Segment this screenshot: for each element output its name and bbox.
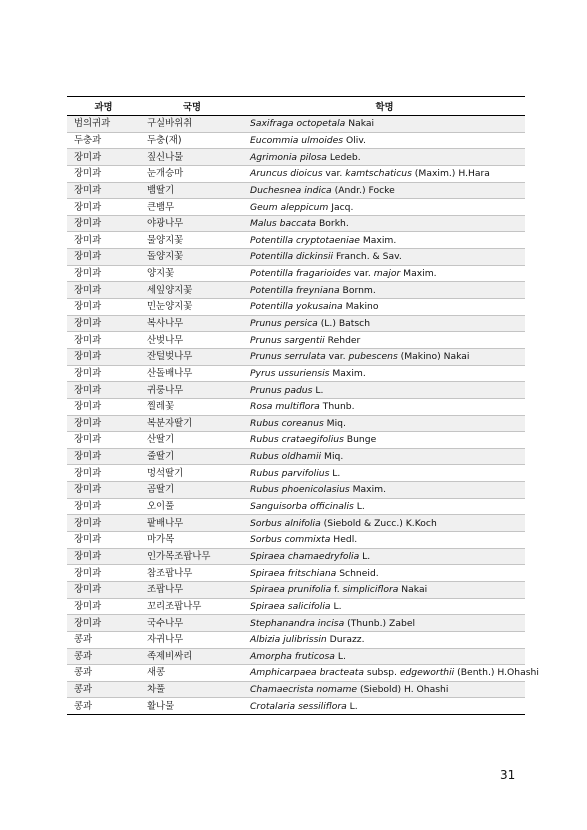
korean-name-cell: 차풀 bbox=[140, 681, 244, 698]
scientific-name-author: Maxim. bbox=[349, 484, 387, 496]
scientific-name-cell bbox=[244, 598, 525, 615]
korean-name-cell: 구실바위취 bbox=[140, 116, 244, 133]
korean-name-cell: 잔털벚나무 bbox=[140, 348, 244, 365]
scientific-name-italic: Prunus sargentii bbox=[250, 334, 325, 346]
korean-name-cell: 곰딸기 bbox=[140, 482, 244, 499]
scientific-name-cell bbox=[244, 498, 525, 515]
scientific-name-cell bbox=[244, 648, 525, 665]
scientific-name-italic: Spiraea fritschiana bbox=[250, 567, 337, 579]
table-row bbox=[67, 165, 525, 182]
family-cell: 장미과 bbox=[67, 348, 140, 365]
scientific-name-author: Franch. & Sav. bbox=[333, 251, 402, 263]
family-cell: 장미과 bbox=[67, 249, 140, 266]
family-cell: 장미과 bbox=[67, 532, 140, 549]
family-cell: 장미과 bbox=[67, 615, 140, 632]
family-cell: 장미과 bbox=[67, 315, 140, 332]
header-korean-name: 국명 bbox=[140, 97, 244, 116]
table-row bbox=[67, 232, 525, 249]
family-cell: 장미과 bbox=[67, 382, 140, 399]
scientific-name-italic: Spiraea prunifolia bbox=[250, 584, 332, 596]
table-row bbox=[67, 681, 525, 698]
scientific-name-italic: Spiraea salicifolia bbox=[250, 600, 331, 612]
family-cell: 장미과 bbox=[67, 332, 140, 349]
table-row bbox=[67, 598, 525, 615]
korean-name-cell: 줄딸기 bbox=[140, 448, 244, 465]
family-cell: 장미과 bbox=[67, 598, 140, 615]
family-cell: 장미과 bbox=[67, 365, 140, 382]
scientific-name-cell bbox=[244, 448, 525, 465]
korean-name-cell: 인가목조팝나무 bbox=[140, 548, 244, 565]
family-cell: 장미과 bbox=[67, 482, 140, 499]
scientific-name-author: Durazz. bbox=[326, 634, 365, 646]
korean-name-cell: 마가목 bbox=[140, 532, 244, 549]
korean-name-cell: 돌양지꽃 bbox=[140, 249, 244, 266]
scientific-name-italic: Pyrus ussuriensis bbox=[250, 367, 330, 379]
scientific-name-author: Makino bbox=[342, 301, 379, 313]
korean-name-cell: 민눈양지꽃 bbox=[140, 299, 244, 316]
korean-name-cell: 꼬리조팝나무 bbox=[140, 598, 244, 615]
scientific-name-italic: Rubus coreanus bbox=[250, 417, 324, 429]
scientific-name-author: Nakai bbox=[398, 584, 428, 596]
scientific-name-author: L. bbox=[329, 467, 341, 479]
korean-name-cell: 산돌배나무 bbox=[140, 365, 244, 382]
scientific-name-italic: Rosa multiflora bbox=[250, 401, 320, 413]
table-body bbox=[67, 116, 539, 715]
family-cell: 장미과 bbox=[67, 432, 140, 449]
scientific-name-author: Borkh. bbox=[316, 218, 349, 230]
table-row bbox=[67, 116, 525, 133]
scientific-name-cell bbox=[244, 665, 539, 682]
korean-name-cell: 참조팝나무 bbox=[140, 565, 244, 582]
family-cell: 장미과 bbox=[67, 199, 140, 216]
scientific-name-cell bbox=[244, 132, 525, 149]
scientific-name-cell bbox=[244, 232, 525, 249]
table-row bbox=[67, 282, 525, 299]
table-row bbox=[67, 182, 525, 199]
scientific-name-italic: simpliciflora bbox=[342, 584, 399, 596]
scientific-name-author: Miq. bbox=[323, 417, 346, 429]
scientific-name-italic: Prunus persica bbox=[250, 318, 318, 329]
family-cell: 장미과 bbox=[67, 282, 140, 299]
scientific-name-italic: Rubus crataegifolius bbox=[250, 434, 344, 446]
table-row bbox=[67, 515, 525, 532]
family-cell: 장미과 bbox=[67, 465, 140, 482]
scientific-name-author: (Thunb.) Zabel bbox=[344, 617, 416, 629]
scientific-name-italic: Duchesnea indica bbox=[250, 184, 332, 196]
scientific-name-author: Maxim. bbox=[329, 367, 366, 379]
scientific-name-italic: Agrimonia pilosa bbox=[250, 151, 327, 163]
scientific-name-cell bbox=[244, 182, 525, 199]
family-cell: 콩과 bbox=[67, 631, 140, 648]
table-row bbox=[67, 365, 525, 382]
korean-name-cell: 자귀나무 bbox=[140, 631, 244, 648]
scientific-name-author: (Andr.) Focke bbox=[331, 184, 395, 196]
korean-name-cell: 오이풀 bbox=[140, 498, 244, 515]
korean-name-cell: 두충(재) bbox=[140, 132, 244, 149]
scientific-name-author: (Maxim.) H.Hara bbox=[411, 168, 490, 180]
table-row bbox=[67, 581, 525, 598]
scientific-name-italic: edgeworthii bbox=[399, 667, 455, 679]
scientific-name-italic: Malus baccata bbox=[250, 218, 317, 230]
scientific-name-cell bbox=[244, 581, 525, 598]
family-cell: 장미과 bbox=[67, 265, 140, 282]
scientific-name-italic: Stephanandra incisa bbox=[250, 617, 345, 629]
korean-name-cell: 복분자딸기 bbox=[140, 415, 244, 432]
table-row bbox=[67, 149, 525, 166]
scientific-name-cell bbox=[244, 332, 525, 349]
family-cell: 콩과 bbox=[67, 665, 140, 682]
scientific-name-cell bbox=[244, 199, 525, 216]
table-row bbox=[67, 698, 525, 715]
scientific-name-italic: Eucommia ulmoides bbox=[250, 134, 344, 146]
table-row bbox=[67, 315, 525, 332]
korean-name-cell: 뱀딸기 bbox=[140, 182, 244, 199]
table-row bbox=[67, 648, 525, 665]
scientific-name-italic: kamtschaticus bbox=[345, 168, 412, 180]
table-row bbox=[67, 432, 525, 449]
scientific-name-italic: Potentilla freyniana bbox=[250, 284, 340, 296]
species-table bbox=[67, 96, 539, 715]
table-row bbox=[67, 498, 525, 515]
scientific-name-cell bbox=[244, 398, 525, 415]
scientific-name-author: (Makino) Nakai bbox=[397, 351, 470, 363]
scientific-name-author: Maxim. bbox=[400, 268, 437, 280]
scientific-name-italic: major bbox=[373, 268, 401, 280]
family-cell: 장미과 bbox=[67, 415, 140, 432]
korean-name-cell: 세잎양지꽃 bbox=[140, 282, 244, 299]
scientific-name-cell bbox=[244, 348, 525, 365]
scientific-name-author: f. bbox=[331, 584, 343, 596]
scientific-name-author: L. bbox=[330, 600, 342, 612]
family-cell: 장미과 bbox=[67, 581, 140, 598]
korean-name-cell: 새콩 bbox=[140, 665, 244, 682]
family-cell: 장미과 bbox=[67, 565, 140, 582]
scientific-name-author: Bornm. bbox=[339, 284, 376, 296]
scientific-name-italic: Prunus padus bbox=[250, 384, 313, 396]
page-number: 31 bbox=[500, 768, 516, 782]
scientific-name-author: L. bbox=[359, 550, 371, 562]
family-cell: 두충과 bbox=[67, 132, 140, 149]
header-scientific-name: 학명 bbox=[244, 97, 525, 116]
scientific-name-italic: Crotalaria sessiliflora bbox=[250, 700, 347, 712]
scientific-name-cell bbox=[244, 515, 525, 532]
korean-name-cell: 찔레꽃 bbox=[140, 398, 244, 415]
scientific-name-cell bbox=[244, 382, 525, 399]
table-row bbox=[67, 299, 525, 316]
family-cell: 콩과 bbox=[67, 681, 140, 698]
table-row bbox=[67, 398, 525, 415]
table-row bbox=[67, 332, 525, 349]
table-row bbox=[67, 615, 525, 632]
table-row bbox=[67, 199, 525, 216]
table-row bbox=[67, 249, 525, 266]
scientific-name-cell bbox=[244, 631, 525, 648]
family-cell: 장미과 bbox=[67, 232, 140, 249]
scientific-name-cell bbox=[244, 548, 525, 565]
family-cell: 장미과 bbox=[67, 548, 140, 565]
scientific-name-cell bbox=[244, 482, 525, 499]
scientific-name-italic: Rubus phoenicolasius bbox=[250, 484, 350, 496]
scientific-name-cell bbox=[244, 249, 525, 266]
table-row bbox=[67, 448, 525, 465]
scientific-name-author: L. bbox=[346, 700, 358, 712]
scientific-name-italic: Chamaecrista nomame bbox=[250, 684, 358, 696]
family-cell: 장미과 bbox=[67, 299, 140, 316]
scientific-name-italic: Amphicarpaea bracteata bbox=[250, 667, 364, 679]
scientific-name-italic: Aruncus dioicus bbox=[250, 168, 323, 180]
scientific-name-author: Nakai bbox=[345, 118, 375, 130]
scientific-name-italic: pubescens bbox=[348, 351, 398, 363]
table-row bbox=[67, 465, 525, 482]
scientific-name-italic: Geum aleppicum bbox=[250, 201, 329, 213]
scientific-name-italic: Potentilla fragarioides bbox=[250, 268, 351, 280]
family-cell: 장미과 bbox=[67, 149, 140, 166]
scientific-name-italic: Potentilla dickinsii bbox=[250, 251, 334, 263]
scientific-name-author: (L.) Batsch bbox=[317, 318, 371, 329]
scientific-name-author: var. bbox=[322, 168, 346, 180]
family-cell: 장미과 bbox=[67, 448, 140, 465]
korean-name-cell: 눈개승마 bbox=[140, 165, 244, 182]
korean-name-cell: 멍석딸기 bbox=[140, 465, 244, 482]
korean-name-cell: 복사나무 bbox=[140, 315, 244, 332]
scientific-name-italic: Prunus serrulata bbox=[250, 351, 326, 363]
scientific-name-cell bbox=[244, 315, 525, 332]
table-row bbox=[67, 532, 525, 549]
scientific-name-italic: Potentilla cryptotaeniae bbox=[250, 234, 360, 246]
scientific-name-author: var. bbox=[325, 351, 349, 363]
scientific-name-cell bbox=[244, 415, 525, 432]
table-row bbox=[67, 482, 525, 499]
scientific-name-author: L. bbox=[312, 384, 324, 396]
family-cell: 장미과 bbox=[67, 182, 140, 199]
scientific-name-author: Oliv. bbox=[343, 134, 366, 146]
table-row bbox=[67, 631, 525, 648]
scientific-name-cell bbox=[244, 299, 525, 316]
scientific-name-cell bbox=[244, 681, 525, 698]
family-cell: 콩과 bbox=[67, 648, 140, 665]
scientific-name-cell bbox=[244, 165, 525, 182]
scientific-name-cell bbox=[244, 265, 525, 282]
scientific-name-author: Miq. bbox=[321, 451, 344, 463]
scientific-name-cell bbox=[244, 116, 525, 133]
korean-name-cell: 산딸기 bbox=[140, 432, 244, 449]
table-row bbox=[67, 665, 525, 682]
korean-name-cell: 야광나무 bbox=[140, 215, 244, 232]
korean-name-cell: 팥배나무 bbox=[140, 515, 244, 532]
table-row bbox=[67, 565, 525, 582]
scientific-name-italic: Rubus parvifolius bbox=[250, 467, 330, 479]
scientific-name-author: (Siebold) H. Ohashi bbox=[357, 684, 449, 696]
korean-name-cell: 귀룽나무 bbox=[140, 382, 244, 399]
family-cell: 장미과 bbox=[67, 215, 140, 232]
family-cell: 장미과 bbox=[67, 398, 140, 415]
family-cell: 장미과 bbox=[67, 165, 140, 182]
scientific-name-italic: Spiraea chamaedryfolia bbox=[250, 550, 360, 562]
table-row bbox=[67, 215, 525, 232]
scientific-name-author: Maxim. bbox=[359, 234, 397, 246]
scientific-name-cell bbox=[244, 565, 525, 582]
scientific-name-cell bbox=[244, 615, 525, 632]
scientific-name-cell bbox=[244, 432, 525, 449]
scientific-name-cell bbox=[244, 149, 525, 166]
korean-name-cell: 국수나무 bbox=[140, 615, 244, 632]
scientific-name-author: (Siebold & Zucc.) K.Koch bbox=[320, 517, 437, 529]
scientific-name-author: Jacq. bbox=[328, 201, 354, 213]
scientific-name-cell bbox=[244, 465, 525, 482]
header-family: 과명 bbox=[67, 97, 140, 116]
scientific-name-author: L. bbox=[353, 501, 365, 513]
scientific-name-author: Schneid. bbox=[336, 567, 379, 579]
table-row bbox=[67, 132, 525, 149]
scientific-name-author: var. bbox=[350, 268, 374, 280]
scientific-name-author: Thunb. bbox=[319, 401, 355, 413]
family-cell: 콩과 bbox=[67, 698, 140, 715]
table-row bbox=[67, 548, 525, 565]
scientific-name-author: Hedl. bbox=[330, 534, 358, 546]
scientific-name-italic: Sorbus commixta bbox=[250, 534, 331, 546]
family-cell: 장미과 bbox=[67, 515, 140, 532]
scientific-name-italic: Saxifraga octopetala bbox=[250, 118, 346, 130]
scientific-name-author: Bunge bbox=[343, 434, 377, 446]
header-row bbox=[67, 97, 525, 116]
table-row bbox=[67, 348, 525, 365]
table-row bbox=[67, 415, 525, 432]
scientific-name-italic: Sorbus alnifolia bbox=[250, 517, 321, 529]
scientific-name-cell bbox=[244, 215, 525, 232]
korean-name-cell: 산벚나무 bbox=[140, 332, 244, 349]
korean-name-cell: 짚신나물 bbox=[140, 149, 244, 166]
korean-name-cell: 족제비싸리 bbox=[140, 648, 244, 665]
korean-name-cell: 물양지꽃 bbox=[140, 232, 244, 249]
scientific-name-cell bbox=[244, 365, 525, 382]
family-cell: 범의귀과 bbox=[67, 116, 140, 133]
scientific-name-italic: Potentilla yokusaina bbox=[250, 301, 343, 313]
scientific-name-italic: Amorpha fruticosa bbox=[250, 650, 335, 662]
table-row bbox=[67, 382, 525, 399]
scientific-name-author: Ledeb. bbox=[326, 151, 361, 163]
scientific-name-cell bbox=[244, 532, 525, 549]
scientific-name-cell bbox=[244, 698, 525, 715]
scientific-name-author: Rehder bbox=[324, 334, 361, 346]
korean-name-cell: 활나물 bbox=[140, 698, 244, 715]
family-cell: 장미과 bbox=[67, 498, 140, 515]
scientific-name-italic: Rubus oldhamii bbox=[250, 451, 322, 463]
scientific-name-italic: Sanguisorba officinalis bbox=[250, 501, 354, 513]
scientific-name-italic: Albizia julibrissin bbox=[250, 634, 327, 646]
scientific-name-author: L. bbox=[334, 650, 346, 662]
korean-name-cell: 양지꽃 bbox=[140, 265, 244, 282]
scientific-name-cell bbox=[244, 282, 525, 299]
korean-name-cell: 조팝나무 bbox=[140, 581, 244, 598]
table-header bbox=[67, 97, 525, 116]
korean-name-cell: 큰뱀무 bbox=[140, 199, 244, 216]
scientific-name-author: (Benth.) H.Ohashi bbox=[454, 667, 539, 679]
scientific-name-author: subsp. bbox=[363, 667, 400, 679]
table-row bbox=[67, 265, 525, 282]
